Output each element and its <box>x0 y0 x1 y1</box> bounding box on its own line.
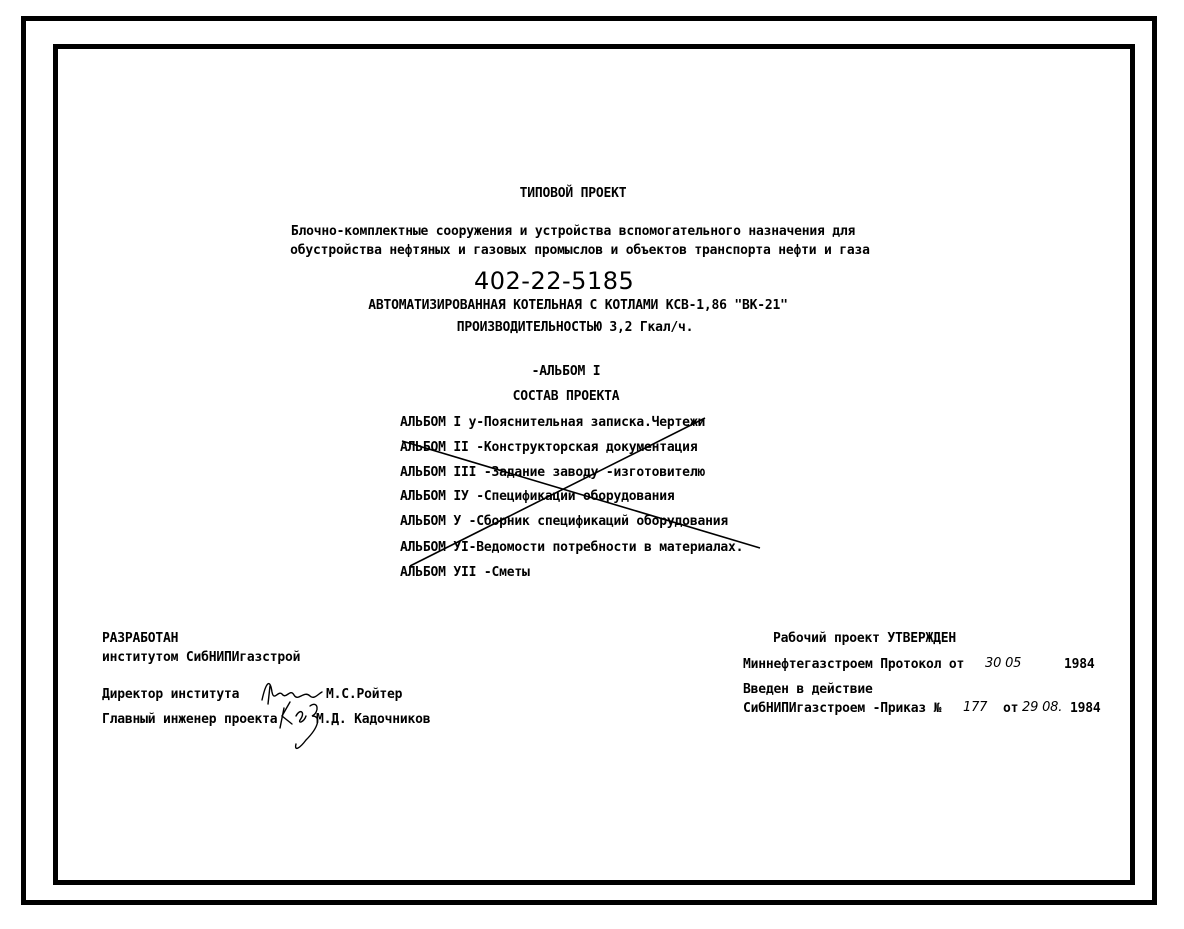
developed-label: РАЗРАБОТАН <box>102 631 179 646</box>
ministry-protocol-line: Миннефтегазстроем Протокол от <box>743 657 965 672</box>
album-list-item: АЛЬБОМ III -Задание заводу -изготовителю <box>400 465 706 480</box>
project-number: 402-22-5185 <box>474 267 635 295</box>
project-capacity: ПРОИЗВОДИТЕЛЬНОСТЬЮ 3,2 Гкал/ч. <box>456 320 694 335</box>
developed-institute: институтом СибНИПИгазстрой <box>102 650 301 665</box>
director-signature <box>262 684 322 704</box>
order-date: 29 08. <box>1022 700 1063 715</box>
album-title: -АЛЬБОМ I <box>531 364 601 379</box>
order-number: 177 <box>963 700 988 715</box>
project-name: АВТОМАТИЗИРОВАННАЯ КОТЕЛЬНАЯ С КОТЛАМИ КСВ-1,86 "ВК-21" <box>368 298 788 313</box>
order-from: от <box>1003 701 1019 716</box>
album-list-item: АЛЬБОМ УI-Ведомости потребности в материалах. <box>400 540 744 555</box>
cross-out-line <box>402 441 760 548</box>
album-list-item: АЛЬБОМ У -Сборник спецификаций оборудования <box>400 514 728 529</box>
doc-title: ТИПОВОЙ ПРОЕКТ <box>519 186 627 201</box>
order-line: СибНИПИгазстроем -Приказ № <box>743 701 942 716</box>
order-year: 1984 <box>1070 701 1101 716</box>
album-list-item: АЛЬБОМ II -Конструкторская документация <box>400 440 698 455</box>
subtitle-line-2: обустройства нефтяных и газовых промыслов и объектов транспорта нефти и газа <box>290 243 870 258</box>
album-list-item: АЛЬБОМ I у-Пояснительная записка.Чертежи <box>400 415 706 430</box>
protocol-year: 1984 <box>1064 657 1095 672</box>
cross-out-line <box>410 418 705 566</box>
chief-engineer-signature <box>280 702 318 748</box>
director-name: М.С.Ройтер <box>326 687 403 702</box>
album-list-item: АЛЬБОМ IУ -Спецификации оборудования <box>400 489 675 504</box>
enacted-label: Введен в действие <box>743 682 873 697</box>
subtitle-line-1: Блочно-комплектные сооружения и устройства вспомогательного назначения для <box>290 224 856 239</box>
protocol-date: 30 05 <box>985 656 1022 671</box>
chief-engineer-name: М.Д. Кадочников <box>316 712 431 727</box>
album-list-item: АЛЬБОМ УII -Сметы <box>400 565 530 580</box>
chief-engineer-role: Главный инженер проекта <box>102 712 278 727</box>
approved-label: Рабочий проект УТВЕРЖДЕН <box>773 631 957 646</box>
contents-heading: СОСТАВ ПРОЕКТА <box>512 389 620 404</box>
director-role: Директор института <box>102 687 240 702</box>
